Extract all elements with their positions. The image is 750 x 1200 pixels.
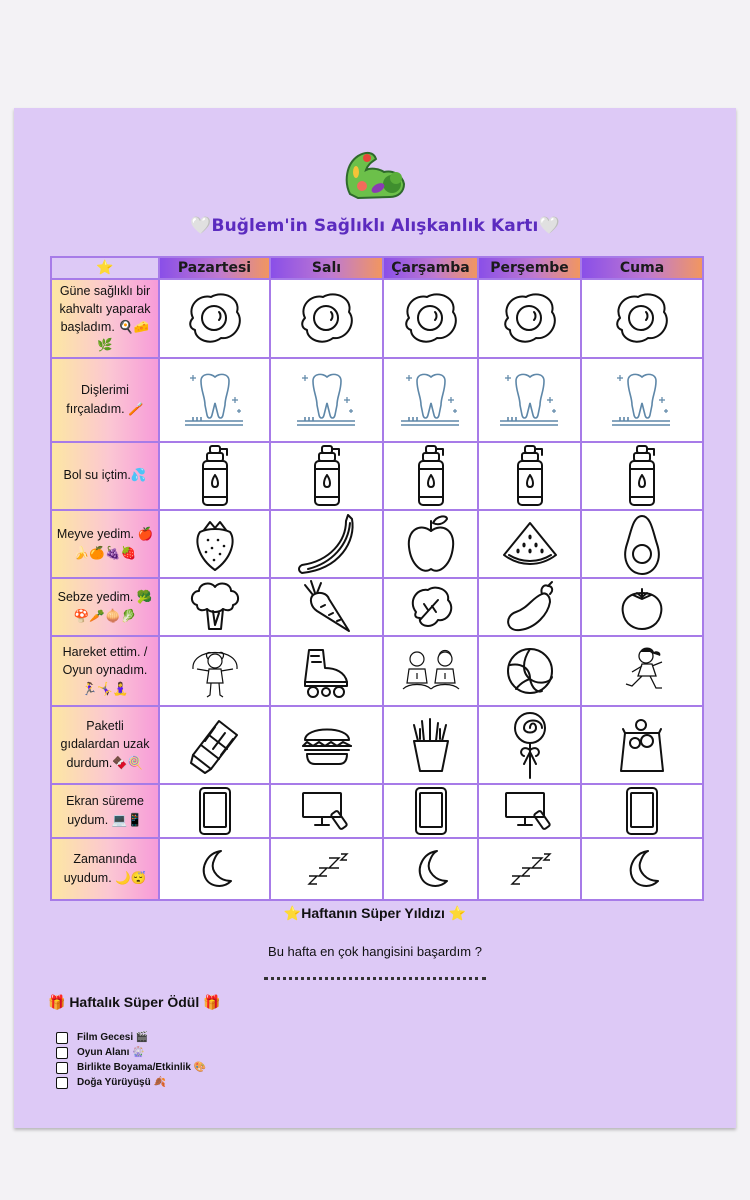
strawberry-icon <box>190 514 240 574</box>
fried-egg-icon <box>295 288 359 348</box>
habit-cell[interactable] <box>478 279 581 358</box>
water-bottle-icon <box>307 443 347 509</box>
jump-rope-girl-icon <box>185 639 245 703</box>
header-day: Salı <box>270 257 383 279</box>
reward-title: 🎁 Haftalık Süper Ödül 🎁 <box>48 994 221 1010</box>
tooth-brush-icon <box>490 367 570 433</box>
tooth-brush-icon <box>602 367 682 433</box>
habit-table <box>50 256 704 901</box>
fried-egg-icon <box>610 288 674 348</box>
habit-cell[interactable] <box>581 510 703 578</box>
habit-cell[interactable] <box>270 279 383 358</box>
tablet-icon <box>413 785 449 837</box>
habit-cell[interactable] <box>478 706 581 784</box>
chips-bag-icon <box>617 717 667 773</box>
habit-label: Ekran süreme uydum. 💻📱 <box>51 784 159 838</box>
habit-cell[interactable] <box>383 510 478 578</box>
reward-option-label: Doğa Yürüyüşü 🍂 <box>77 1077 166 1088</box>
habit-cell[interactable] <box>159 784 270 838</box>
habit-cell[interactable] <box>270 510 383 578</box>
habit-cell[interactable] <box>581 358 703 442</box>
table-row <box>51 279 703 358</box>
reward-option[interactable] <box>56 1030 206 1045</box>
header-day: Cuma <box>581 257 703 279</box>
roller-skate-icon <box>297 642 357 700</box>
fries-icon <box>406 717 456 773</box>
habit-label: Bol su içtim.💦 <box>51 442 159 510</box>
reward-option[interactable] <box>56 1075 206 1090</box>
habit-cell[interactable] <box>383 279 478 358</box>
moon-icon <box>411 847 451 891</box>
carrot-icon <box>299 579 355 635</box>
eggplant-icon <box>502 580 558 634</box>
habit-cell[interactable] <box>383 784 478 838</box>
reward-option[interactable] <box>56 1060 206 1075</box>
habit-cell[interactable] <box>478 578 581 636</box>
habit-label: Dişlerimi fırçaladım. 🪥 <box>51 358 159 442</box>
burger-icon <box>299 720 355 770</box>
habit-label: Hareket ettim. / Oyun oynadım. 🏃‍♀️🤸‍♀️🧘‍♀️ <box>51 636 159 706</box>
habit-cell[interactable] <box>581 442 703 510</box>
habit-cell[interactable] <box>270 706 383 784</box>
habit-cell[interactable] <box>383 838 478 900</box>
habit-cell[interactable] <box>270 442 383 510</box>
habit-cell[interactable] <box>581 578 703 636</box>
habit-cell[interactable] <box>581 784 703 838</box>
tv-icon <box>502 789 558 833</box>
habit-cell[interactable] <box>478 510 581 578</box>
table-header-row <box>51 257 703 279</box>
header-star: ⭐ <box>51 257 159 279</box>
habit-cell[interactable] <box>159 706 270 784</box>
fried-egg-icon <box>183 288 247 348</box>
habit-cell[interactable] <box>159 442 270 510</box>
table-row <box>51 706 703 784</box>
checkbox[interactable] <box>56 1032 68 1044</box>
habit-cell[interactable] <box>383 358 478 442</box>
habit-cell[interactable] <box>383 442 478 510</box>
running-girl-icon <box>612 642 672 700</box>
habit-label: Güne sağlıklı bir kahvaltı yaparak başladım. 🍳🧀🌿 <box>51 279 159 358</box>
card-title: 🤍Buğlem'in Sağlıklı Alışkanlık Kartı🤍 <box>190 216 560 236</box>
zzz-icon <box>508 852 552 886</box>
habit-cell[interactable] <box>159 358 270 442</box>
volleyball-icon <box>502 643 558 699</box>
table-row <box>51 784 703 838</box>
water-bottle-icon <box>195 443 235 509</box>
table-row <box>51 442 703 510</box>
table-row <box>51 510 703 578</box>
habit-label: Paketli gıdalardan uzak durdum.🍫🍭 <box>51 706 159 784</box>
lettuce-icon <box>406 582 456 632</box>
table-row <box>51 636 703 706</box>
zzz-icon <box>305 852 349 886</box>
habit-cell[interactable] <box>581 706 703 784</box>
tooth-brush-icon <box>391 367 471 433</box>
habit-label: Zamanında uyudum. 🌙😴 <box>51 838 159 900</box>
habit-cell[interactable] <box>159 838 270 900</box>
habit-cell[interactable] <box>270 784 383 838</box>
chocolate-bar-icon <box>187 715 243 775</box>
answer-line[interactable] <box>264 977 486 980</box>
habit-cell[interactable] <box>478 358 581 442</box>
tv-icon <box>299 789 355 833</box>
habit-cell[interactable] <box>478 442 581 510</box>
water-bottle-icon <box>622 443 662 509</box>
tomato-icon <box>617 583 667 631</box>
water-bottle-icon <box>411 443 451 509</box>
reward-option-label: Film Gecesi 🎬 <box>77 1032 149 1043</box>
table-row <box>51 578 703 636</box>
banana-icon <box>292 511 362 577</box>
reward-option-label: Oyun Alanı 🎡 <box>77 1047 145 1058</box>
table-row <box>51 838 703 900</box>
habit-cell[interactable] <box>581 838 703 900</box>
fried-egg-icon <box>399 288 463 348</box>
moon-icon <box>622 847 662 891</box>
apple-icon <box>403 513 459 575</box>
habit-label: Sebze yedim. 🥦🍄🥕🧅🥬 <box>51 578 159 636</box>
habit-cell[interactable] <box>159 636 270 706</box>
habit-cell[interactable] <box>159 578 270 636</box>
habit-cell[interactable] <box>383 636 478 706</box>
header-day: Perşembe <box>478 257 581 279</box>
watermelon-icon <box>500 517 560 571</box>
moon-icon <box>195 847 235 891</box>
habit-card-sheet <box>14 108 736 1128</box>
habit-label: Meyve yedim. 🍎🍌🍊🍇🍓 <box>51 510 159 578</box>
reward-option-label: Birlikte Boyama/Etkinlik 🎨 <box>77 1062 207 1073</box>
header-day: Pazartesi <box>159 257 270 279</box>
super-star-title: ⭐Haftanın Süper Yıldızı ⭐ <box>283 905 467 921</box>
checkbox[interactable] <box>56 1062 68 1074</box>
habit-cell[interactable] <box>581 279 703 358</box>
fried-egg-icon <box>498 288 562 348</box>
healthy-arm-logo-icon <box>340 142 410 202</box>
tablet-icon <box>624 785 660 837</box>
habit-cell[interactable] <box>478 838 581 900</box>
checkbox[interactable] <box>56 1047 68 1059</box>
habit-cell[interactable] <box>159 510 270 578</box>
habit-cell[interactable] <box>270 358 383 442</box>
habit-cell[interactable] <box>478 784 581 838</box>
yoga-kids-icon <box>399 645 463 697</box>
broccoli-icon <box>187 581 243 633</box>
habit-cell[interactable] <box>270 838 383 900</box>
tablet-icon <box>197 785 233 837</box>
habit-cell[interactable] <box>270 578 383 636</box>
habit-cell[interactable] <box>581 636 703 706</box>
habit-cell[interactable] <box>478 636 581 706</box>
super-star-question: Bu hafta en çok hangisini başardım ? <box>268 944 482 959</box>
table-row <box>51 358 703 442</box>
habit-cell[interactable] <box>159 279 270 358</box>
habit-cell[interactable] <box>383 706 478 784</box>
avocado-icon <box>619 512 665 576</box>
tooth-brush-icon <box>175 367 255 433</box>
reward-options <box>56 1030 206 1090</box>
checkbox[interactable] <box>56 1077 68 1089</box>
tooth-brush-icon <box>287 367 367 433</box>
water-bottle-icon <box>510 443 550 509</box>
habit-cell[interactable] <box>270 636 383 706</box>
header-day: Çarşamba <box>383 257 478 279</box>
reward-option[interactable] <box>56 1045 206 1060</box>
lollipop-icon <box>508 710 552 780</box>
habit-cell[interactable] <box>383 578 478 636</box>
